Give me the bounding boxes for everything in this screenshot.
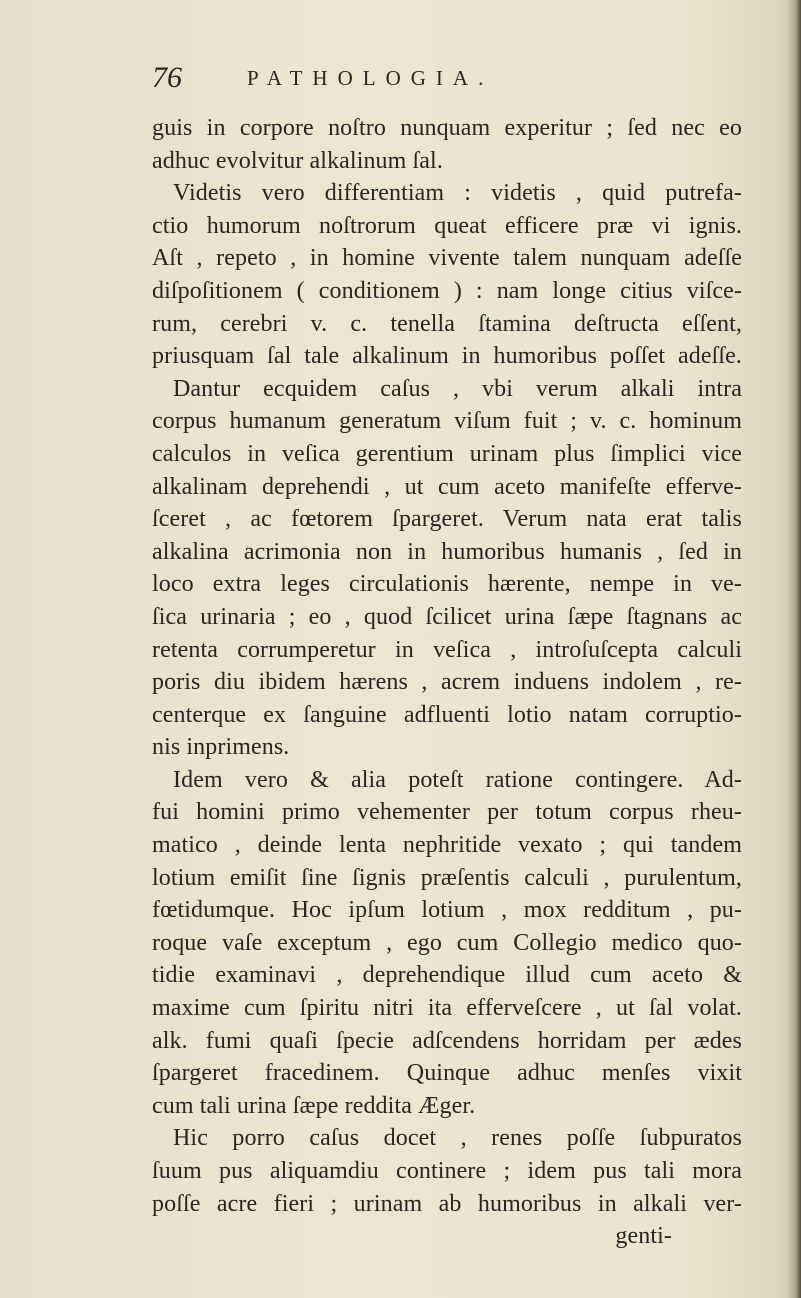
text-line: matico , deinde lenta nephritide vexato ; qui tandem (152, 832, 742, 859)
text-line: calculos in veſica gerentium urinam plus ſimplici vice (152, 440, 742, 467)
text-line: diſpoſitionem ( conditionem ) : nam longe citius viſce- (152, 277, 742, 304)
running-head: PATHOLOGIA. (247, 66, 494, 90)
text-line: cum tali urina ſæpe reddita Æger. (152, 1092, 476, 1119)
text-line: adhuc evolvitur alkalinum ſal. (152, 147, 443, 174)
text-line: alk. fumi quaſi ſpecie adſcendens horridam per ædes (152, 1027, 742, 1054)
text-line: alkalinam deprehendi , ut cum aceto manifeſte efferve- (152, 473, 742, 500)
text-line: Idem vero & alia poteſt ratione contingere. Ad- (173, 766, 742, 793)
text-line: alkalina acrimonia non in humoribus humanis , ſed in (152, 538, 742, 565)
text-line: ſpargeret fracedinem. Quinque adhuc menſes vixit (152, 1060, 742, 1087)
text-line: poris diu ibidem hærens , acrem induens indolem , re- (152, 669, 742, 696)
page-edge-shadow (787, 0, 801, 1298)
text-line: fœtidumque. Hoc ipſum lotium , mox redditum , pu- (152, 897, 742, 924)
text-line: Videtis vero differentiam : videtis , quid putrefa- (173, 180, 742, 207)
text-line: lotium emiſit ſine ſignis præſentis calculi , purulentum, (152, 864, 742, 891)
body-text (152, 112, 742, 1253)
text-line: loco extra leges circulationis hærente, nempe in ve- (152, 571, 742, 598)
text-line: retenta corrumperetur in veſica , introſuſcepta calculi (152, 636, 742, 663)
text-line: ſica urinaria ; eo , quod ſcilicet urina ſæpe ſtagnans ac (152, 603, 742, 630)
catchword: genti- (615, 1223, 672, 1250)
text-line: Dantur ecquidem caſus , vbi verum alkali intra (173, 375, 742, 402)
text-line: maxime cum ſpiritu nitri ita effervеſcere , ut ſal volat. (152, 995, 742, 1022)
text-line: fui homini primo vehementer per totum corpus rheu- (152, 799, 742, 826)
text-line: rum, cerebri v. c. tenella ſtamina deſtructa eſſent, (152, 310, 742, 337)
text-line: corpus humanum generatum viſum fuit ; v. c. hominum (152, 408, 742, 435)
text-line: guis in corpore noſtro nunquam experitur ; ſed nec eo (152, 115, 742, 141)
text-line: poſſe acre fieri ; urinam ab humoribus in alkali ver- (152, 1190, 742, 1217)
text-line: ſuum pus aliquamdiu continere ; idem pus tali mora (152, 1158, 742, 1184)
text-line: ctio humorum noſtrorum queat efficere præ vi ignis. (152, 212, 742, 239)
text-line: priusquam ſal tale alkalinum in humoribus poſſet adeſſe. (152, 343, 742, 370)
text-line: centerque ex ſanguine adfluenti lotio natam corruptio- (152, 701, 742, 728)
text-line: tidie examinavi , deprehendique illud cum aceto & (152, 962, 742, 989)
page-number: 76 (152, 61, 182, 94)
text-line: nis inprimens. (152, 734, 290, 761)
text-line: Aſt , repeto , in homine vivente talem nunquam adeſſe (152, 245, 742, 272)
text-line: Hic porro caſus docet , renes poſſe ſubpuratos (173, 1125, 742, 1152)
text-line: ſceret , ac fœtorem ſpargeret. Verum nata erat talis (152, 506, 742, 533)
page-header (152, 58, 652, 98)
text-line: roque vaſe exceptum , ego cum Collegio medico quo- (152, 929, 742, 956)
